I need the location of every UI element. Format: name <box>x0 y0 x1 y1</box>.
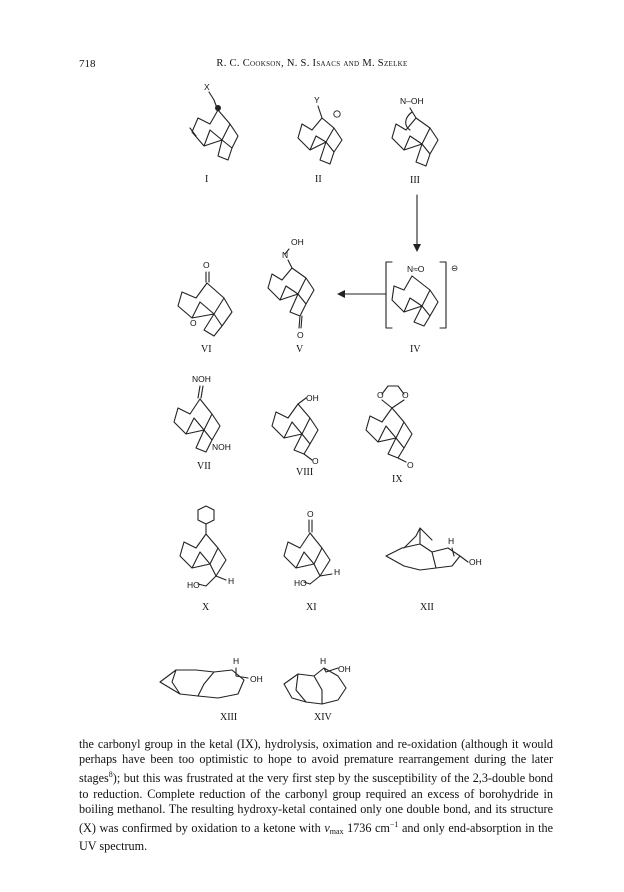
body-text-2: ); but this was frustrated at the very first step by the susceptibility of the 2,3-double bond to reduction. Complete reduction of the carbonyl group required an excess of borohydride in boiling methanol. The resulting hydroxy-ketal contained only one double bond, and its structure (X) was confirmed by oxidation to a ketone with <box>79 771 553 836</box>
compound-label-I: I <box>205 174 209 185</box>
structure-IV <box>386 262 458 355</box>
atom-label: H <box>334 567 341 577</box>
compound-label-III: III <box>410 175 420 186</box>
atom-label: O <box>203 260 210 270</box>
body-text-3: 1736 cm <box>343 821 390 836</box>
compound-label-XIV: XIV <box>314 712 332 723</box>
structure-VII <box>174 374 231 472</box>
atom-label: O <box>402 390 409 400</box>
atom-label: H <box>228 576 235 586</box>
atom-label: O <box>407 460 414 470</box>
charge-circle <box>334 111 340 117</box>
compound-label-VIII: VIII <box>296 467 314 478</box>
compound-label-II: II <box>315 174 322 185</box>
atom-label: H <box>233 656 240 666</box>
atom-label: OH <box>291 237 304 247</box>
charge-sign: ⊖ <box>451 263 459 273</box>
atom-label: O <box>307 509 314 519</box>
atom-label: N≈O <box>407 264 425 274</box>
nu-symbol: ν <box>324 821 330 836</box>
compound-label-XI: XI <box>306 602 317 613</box>
atom-label: H <box>448 536 455 546</box>
nu-subscript: max <box>329 827 344 837</box>
atom-label: N–OH <box>400 96 424 106</box>
atom-label: N <box>282 250 289 260</box>
charge-dot <box>215 105 221 111</box>
arrow-head <box>337 290 345 298</box>
structure-V <box>268 237 314 355</box>
structure-XIII <box>160 656 263 723</box>
atom-label: O <box>312 456 319 466</box>
body-text-1: the carbonyl group in the ketal (IX), hydrolysis, oximation and re-oxidation (although it would perhaps have been too optimistic to hope to avoid premature rearrangement during the later stages <box>79 737 553 786</box>
atom-label: NOH <box>212 442 231 452</box>
compound-label-IV: IV <box>410 344 421 355</box>
atom-label: Y <box>314 95 320 105</box>
atom-label: NOH <box>192 374 211 384</box>
compound-label-XII: XII <box>420 602 434 613</box>
atom-label: O <box>297 330 304 340</box>
compound-label-V: V <box>296 344 304 355</box>
structure-XII <box>386 528 482 613</box>
atom-label: OH <box>469 557 482 567</box>
atom-label: OH <box>306 393 319 403</box>
compound-label-X: X <box>202 602 210 613</box>
page-number: 718 <box>79 58 96 70</box>
authors: R. C. Cookson, N. S. Isaacs and M. Szelke <box>216 58 408 69</box>
atom-label: O <box>377 390 384 400</box>
compound-label-VI: VI <box>201 344 212 355</box>
body-text-4: and only end-absorption in the UV spectrum. <box>79 821 554 854</box>
unit-superscript: −1 <box>389 820 399 830</box>
atom-label: HO <box>294 578 307 588</box>
atom-label: X <box>204 82 210 92</box>
structure-IX <box>366 386 414 485</box>
structure-X <box>180 506 234 613</box>
structure-III <box>392 96 438 186</box>
structure-XIV <box>284 656 351 723</box>
structure-VI <box>178 260 232 355</box>
structure-XI <box>284 509 340 613</box>
compound-label-VII: VII <box>197 461 211 472</box>
body-paragraph <box>79 737 553 854</box>
atom-label: O <box>190 318 197 328</box>
compound-label-IX: IX <box>392 474 403 485</box>
atom-label: HO <box>187 580 200 590</box>
atom-label: OH <box>250 674 263 684</box>
structure-II <box>298 95 342 185</box>
structure-I <box>190 82 238 185</box>
arrow-head <box>413 244 421 252</box>
reference-superscript: 8 <box>108 770 113 780</box>
atom-label: OH <box>338 664 351 674</box>
structure-VIII <box>272 393 319 478</box>
compound-label-XIII: XIII <box>220 712 238 723</box>
atom-label: H <box>320 656 327 666</box>
